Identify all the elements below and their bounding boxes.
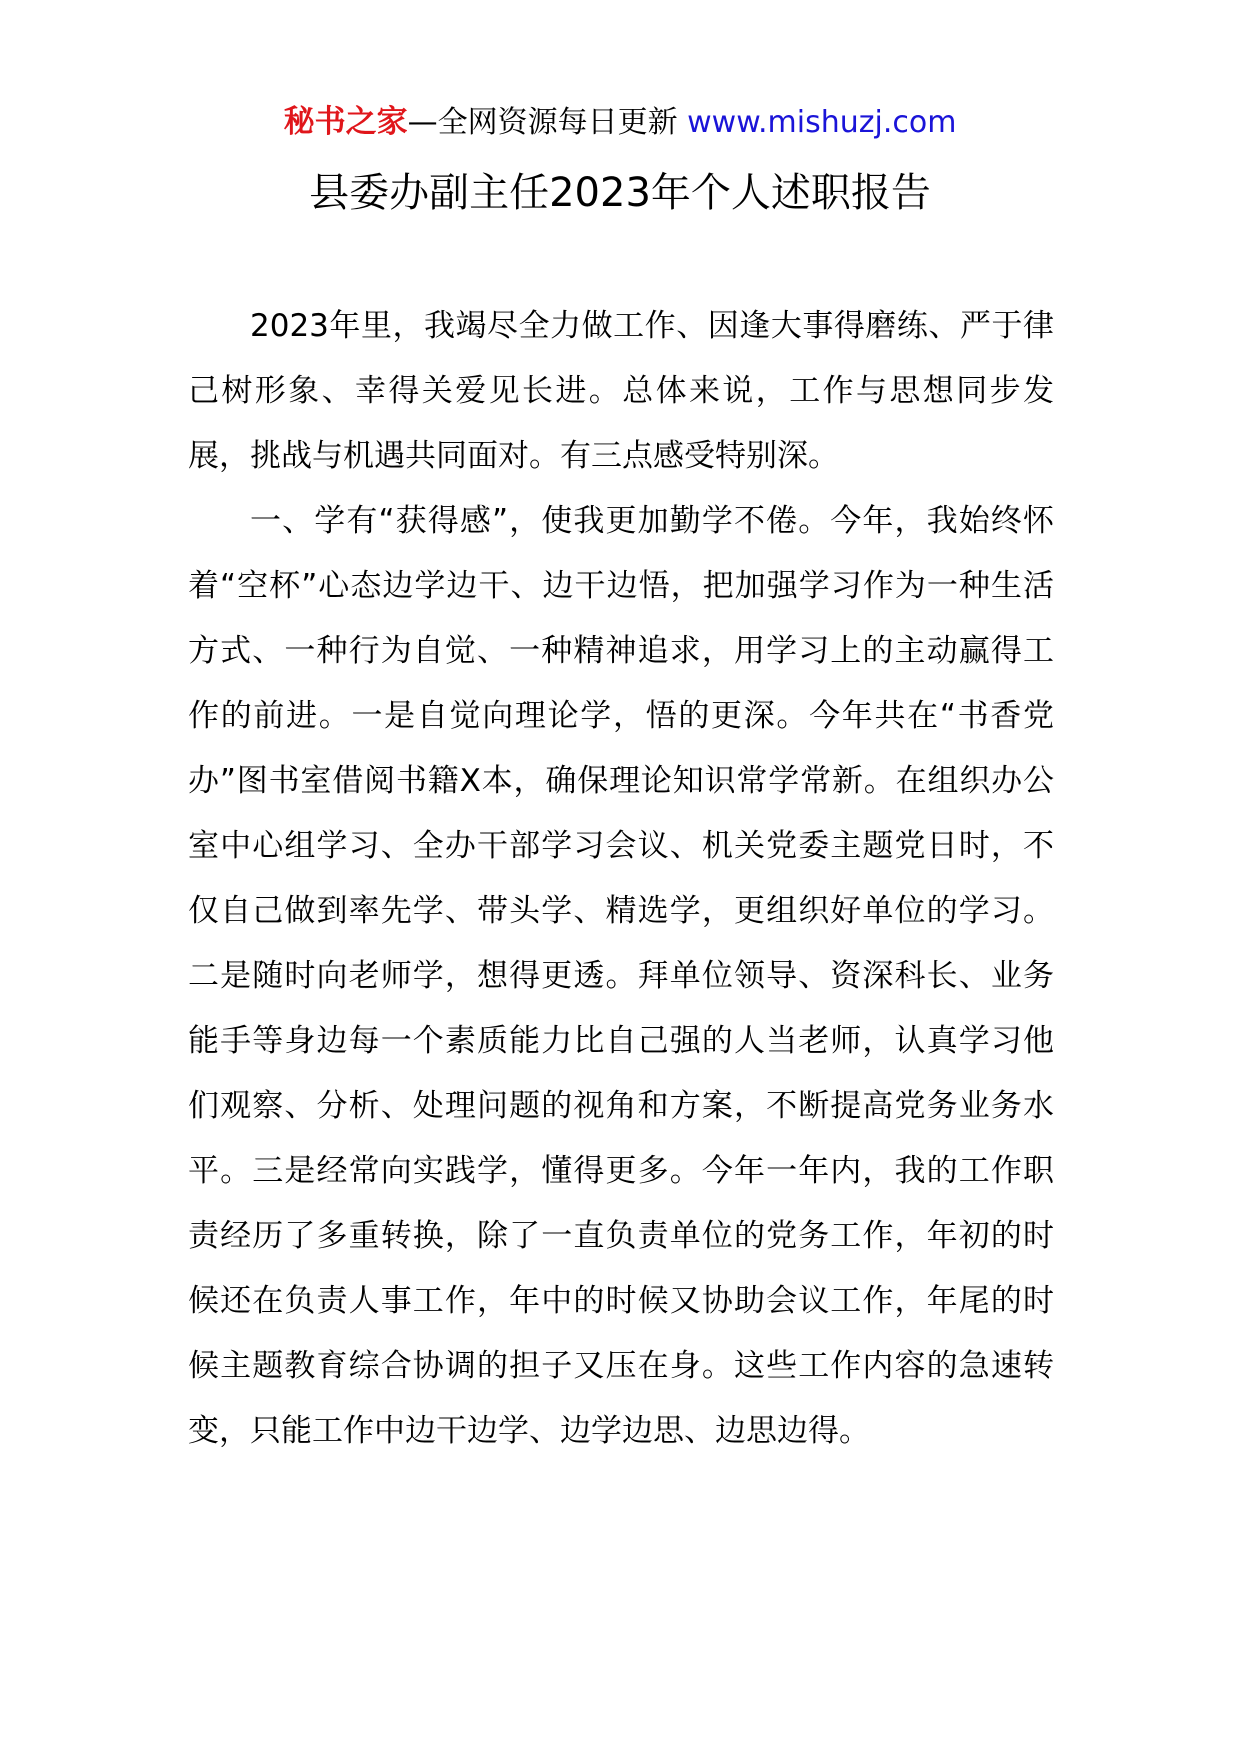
site-url-link[interactable]: www.mishuzj.com <box>687 105 957 140</box>
document-body <box>188 294 1054 1464</box>
intro-paragraph: 2023年里，我竭尽全力做工作、因逢大事得磨练、严于律己树形象、幸得关爱见长进。总体来说，工作与思想同步发展，挑战与机遇共同面对。有三点感受特别深。 <box>188 308 1054 474</box>
site-tagline: —全网资源每日更新 <box>407 105 678 140</box>
site-header <box>0 102 1240 143</box>
site-brand: 秘书之家 <box>283 104 408 140</box>
section-one-paragraph: 一、学有“获得感”，使我更加勤学不倦。今年，我始终怀着“空杯”心态边学边干、边干边悟，把加强学习作为一种生活方式、一种行为自觉、一种精神追求，用学习上的主动赢得工作的前进。一是自觉向理论学，悟的更深。今年共在“书香党办”图书室借阅书籍X本，确保理论知识常学常新。在组织办公室中心组学习、全办干部学习会议、机关党委主题党日时，不仅自己做到率先学、带头学、精选学，更组织好单位的学习。二是随时向老师学，想得更透。拜单位领导、资深科长、业务能手等身边每一个素质能力比自己强的人当老师，认真学习他们观察、分析、处理问题的视角和方案，不断提高党务业务水平。三是经常向实践学，懂得更多。今年一年内，我的工作职责经历了多重转换，除了一直负责单位的党务工作，年初的时候还在负责人事工作，年中的时候又协助会议工作，年尾的时候主题教育综合协调的担子又压在身。这些工作内容的急速转变，只能工作中边干边学、边学边思、边思边得。 <box>188 503 1054 1449</box>
document-title: 县委办副主任2023年个人述职报告 <box>309 170 931 216</box>
